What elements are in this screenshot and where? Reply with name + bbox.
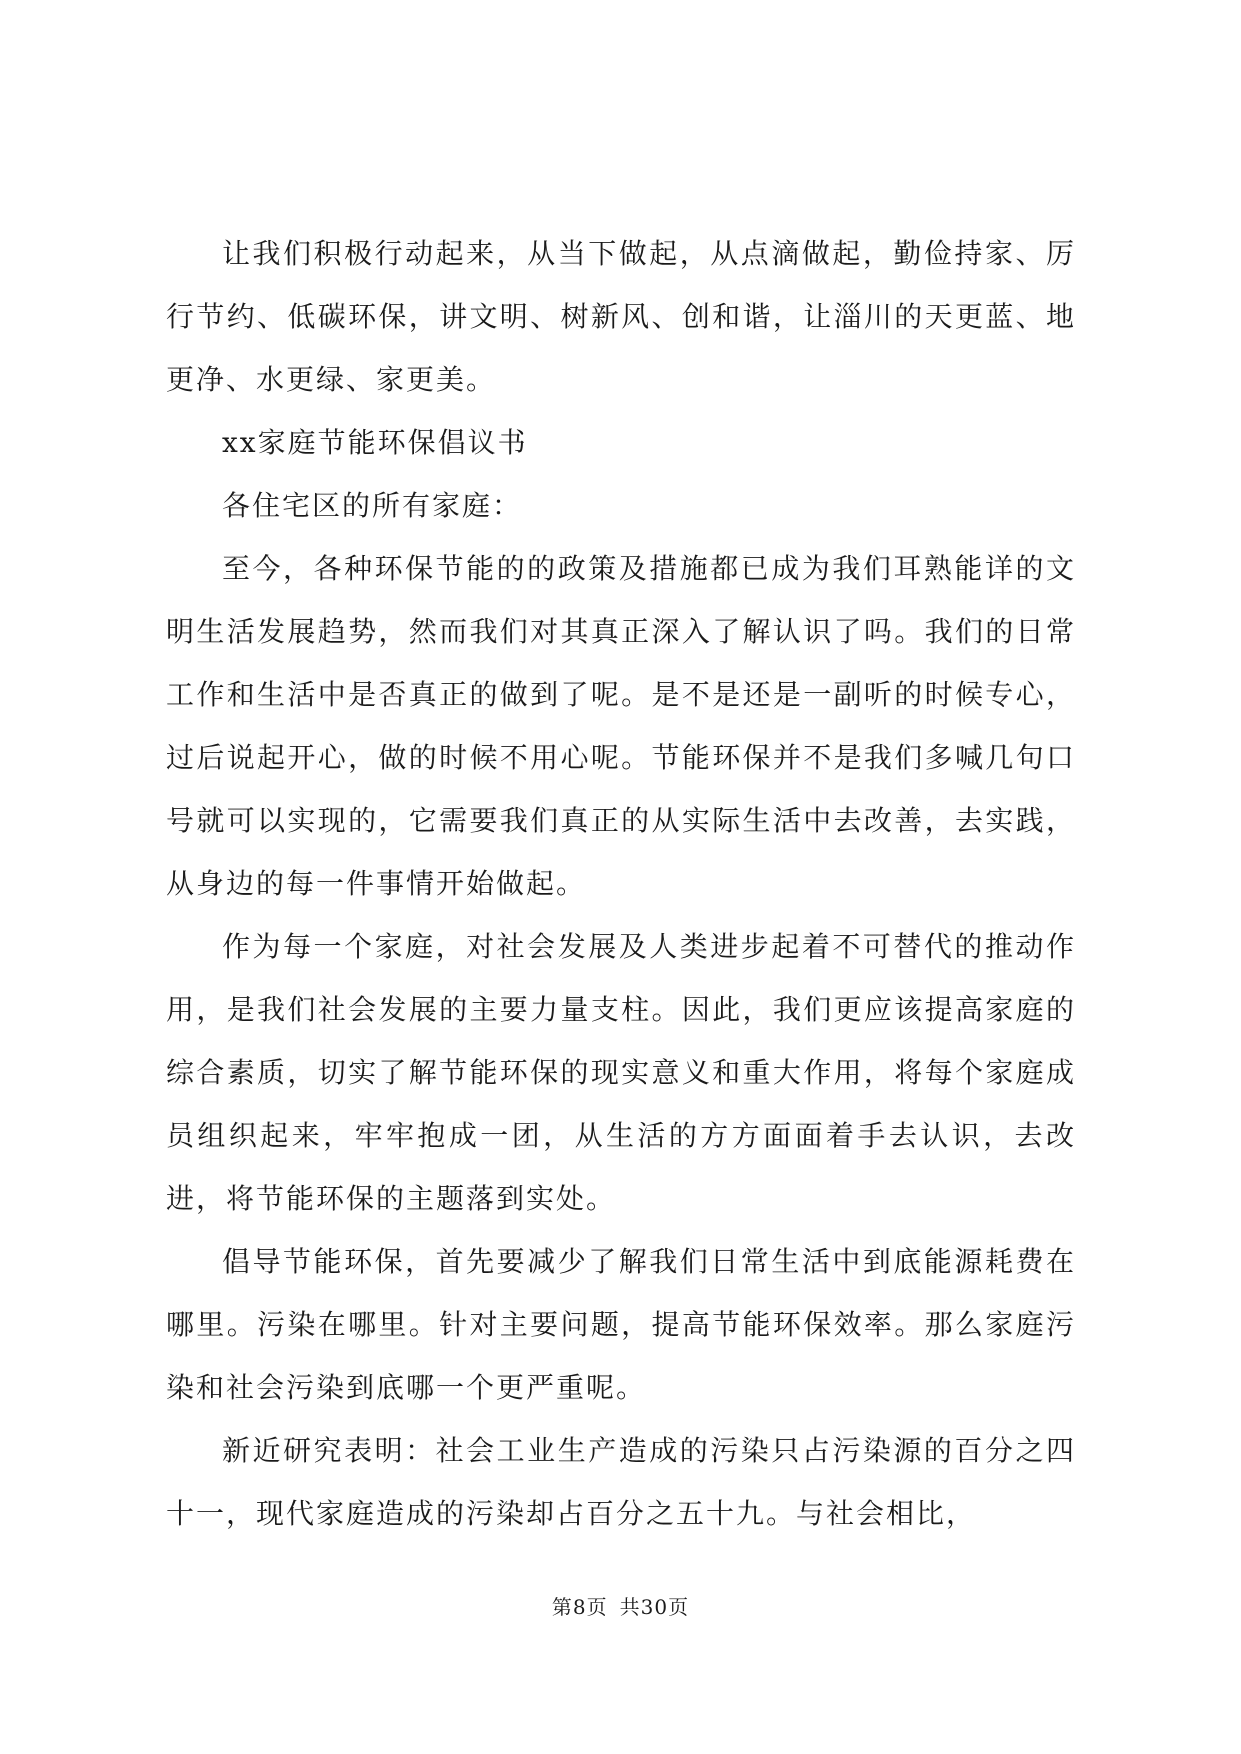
body-paragraph: 让我们积极行动起来，从当下做起，从点滴做起，勤俭持家、厉行节约、低碳环保，讲文明、树新风、创和谐，让淄川的天更蓝、地更净、水更绿、家更美。 xyxy=(166,237,1076,396)
page-total: 共30页 xyxy=(619,1595,690,1619)
body-paragraph: 倡导节能环保，首先要减少了解我们日常生活中到底能源耗费在哪里。污染在哪里。针对主要问题，提高节能环保效率。那么家庭污染和社会污染到底哪一个更严重呢。 xyxy=(166,1245,1076,1404)
body-paragraph: 作为每一个家庭，对社会发展及人类进步起着不可替代的推动作用，是我们社会发展的主要力量支柱。因此，我们更应该提高家庭的综合素质，切实了解节能环保的现实意义和重大作用，将每个家庭成员组织起来，牢牢抱成一团，从生活的方方面面着手去认识，去改进，将节能环保的主题落到实处。 xyxy=(166,930,1076,1215)
body-paragraph: 至今，各种环保节能的的政策及措施都已成为我们耳熟能详的文明生活发展趋势，然而我们对其真正深入了解认识了吗。我们的日常工作和生活中是否真正的做到了呢。是不是还是一副听的时候专心，过后说起开心，做的时候不用心呢。节能环保并不是我们多喊几句口号就可以实现的，它需要我们真正的从实际生活中去改善，去实践，从身边的每一件事情开始做起。 xyxy=(166,552,1076,900)
body-paragraph: 新近研究表明：社会工业生产造成的污染只占污染源的百分之四十一，现代家庭造成的污染却占百分之五十九。与社会相比， xyxy=(166,1434,1076,1530)
document-body xyxy=(166,222,1076,1545)
section-title: xx家庭节能环保倡议书 xyxy=(222,426,528,459)
salutation: 各住宅区的所有家庭： xyxy=(222,489,523,522)
page-number: 第8页 xyxy=(551,1595,608,1619)
page-footer xyxy=(0,1594,1241,1620)
